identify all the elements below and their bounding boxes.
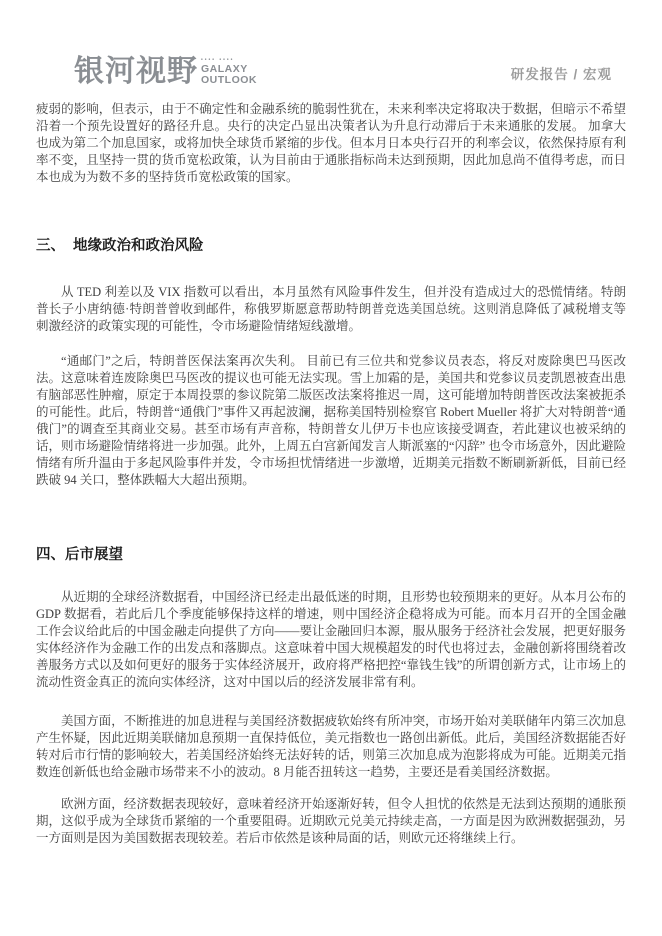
logo-dots-decoration: •••• •••• [201,57,235,63]
logo-chinese-wordmark: 银河视野 [74,55,198,88]
logo-en-line1: GALAXY [201,63,248,75]
section-3-paragraph-2: “通邮门”之后，特朗普医保法案再次失利。 目前已有三位共和党参议员表态，将反对废除奥巴马医改法。这意味着连废除奥巴马医改的提议也可能无法实现。雪上加霜的是，美国共和党参议员麦凯恩被查出患有脑部恶性肿瘤，原定于本周投票的参议院第二版医改法案将推迟一周，这可能增加特朗普医改法案被扼杀的可能性。此后，特朗普“通俄门”事件又再起波澜，据称美国特别检察官 Robert Mueller 将扩大对特朗普“通俄门”的调查至其商业交易。甚至市场有声音称，特朗普女儿伊万卡也应该接受调查，若此建议也被采纳的话，则市场避险情绪将进一步加强。此外，上周五白宫新闻发言人斯派塞的“闪辞” 也令市场意外，因此避险情绪有所升温由于多起风险事件并发，令市场担忧情绪进一步激增，近期美元指数不断刷新新低，目前已经跌破 94 关口，整体跌幅大大超出预期。 [36,354,626,487]
intro-continuation-paragraph: 疲弱的影响，但表示，由于不确定性和金融系统的脆弱性犹在，未来利率决定将取决于数据，但暗示不希望沿着一个预先设置好的路径升息。央行的决定凸显出决策者认为升息行动滞后于未来通胀的发展。 加拿大也成为第二个加息国家，或将加快全球货币紧缩的步伐。但本月日本央行召开的利率会议，依然保持原有利率不变，且坚持一贯的货币宽松政策，认为目前由于通胀指标尚未达到预期，因此加息尚不值得考虑，而日本也成为为数不多的坚持货币宽松政策的国家。 [36,102,626,184]
galaxy-outlook-logo [74,57,257,87]
report-type-label: 研发报告 / 宏观 [510,67,612,82]
section-3-paragraph-1: 从 TED 利差以及 VIX 指数可以看出，本月虽然有风险事件发生，但并没有造成过大的恐慌情绪。特朗普长子小唐纳德·特朗普曾收到邮件，称俄罗斯愿意帮助特朗普竞选美国总统。这则消息降低了减税增支等刺激经济的政策实现的可能性，令市场避险情绪短线激增。 [36,285,626,333]
logo-en-line2: OUTLOOK [201,74,257,86]
section-4-paragraph-3: 欧洲方面，经济数据表现较好，意味着经济开始逐渐好转，但令人担忧的依然是无法到达预期的通胀预期，这似乎成为全球货币紧缩的一个重要阻碍。近期欧元兑美元持续走高，一方面是因为欧洲数据强劲，另一方面则是因为美国数据表现较差。若后市依然是该种局面的话，则欧元还将继续上行。 [36,797,626,845]
report-body [36,101,626,847]
logo-english-wordmark [201,58,257,86]
section-4-paragraph-1: 从近期的全球经济数据看，中国经济已经走出最低迷的时期，且形势也较预期来的更好。从本月公布的 GDP 数据看，若此后几个季度能够保持这样的增速，则中国经济企稳将成为可能。而本月召开的全国金融工作会议给此后的中国金融走向提供了方向——要让金融回归本源，服从服务于经济社会发展，把更好服务实体经济作为金融工作的出发点和落脚点。这意味着中国大规模超发的时代也将过去，金融创新将围绕着改善服务方式以及如何更好的服务于实体经济展开，政府将严格把控“靠钱生钱”的所谓创新方式，让市场上的流动性资金真正的流向实体经济，这对中国以后的经济发展非常有利。 [36,590,626,689]
section-4-heading: 四、后市展望 [36,547,123,563]
report-header [36,45,626,87]
section-3-heading: 三、 地缘政治和政治风险 [36,238,204,254]
section-4-paragraph-2: 美国方面，不断推进的加息进程与美国经济数据疲软始终有所冲突，市场开始对美联储年内第三次加息产生怀疑，因此近期美联储加息预期一直保持低位，美元指数也一路创出新低。此后，美国经济数据能否好转对后市行情的影响较大，若美国经济始终无法好转的话，则第三次加息成为泡影将成为可能。近期美元指数连创新低也给金融市场带来不小的波动。8 月能否扭转这一趋势，主要还是看美国经济数据。 [36,714,626,779]
